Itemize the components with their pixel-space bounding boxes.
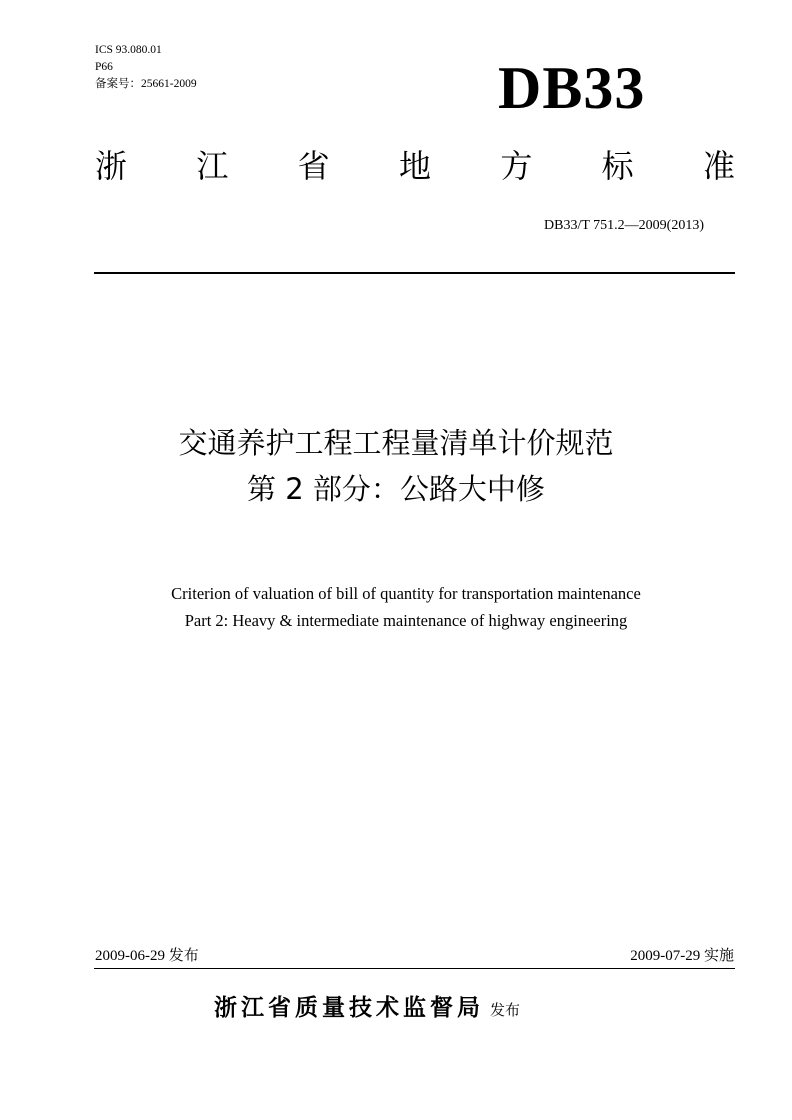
ics-code: ICS 93.080.01	[95, 44, 162, 56]
issuer-action: 发布	[490, 1001, 521, 1019]
chinese-title-line-1: 交通养护工程工程量清单计价规范	[178, 426, 614, 460]
standard-number: DB33/T 751.2—2009(2013)	[544, 218, 704, 233]
db33-logo: DB33	[498, 55, 646, 121]
issuing-authority	[214, 990, 520, 1028]
issuer-org: 浙江省质量技术监督局	[214, 995, 484, 1021]
title-char: 准	[702, 147, 735, 185]
english-title-line-1: Criterion of valuation of bill of quantity for transportation maintenance	[171, 584, 641, 603]
effective-date: 2009-07-29 实施	[630, 948, 734, 964]
title-char: 浙	[95, 147, 128, 185]
english-title-line-2: Part 2: Heavy & intermediate maintenance of highway engineering	[184, 611, 628, 630]
issue-date: 2009-06-29 发布	[95, 948, 199, 964]
category-code: P66	[95, 61, 113, 73]
bottom-divider	[94, 968, 735, 969]
chinese-title-line-2: 第 2 部分：公路大中修	[247, 472, 545, 506]
title-char: 方	[500, 147, 533, 185]
title-char: 地	[398, 147, 431, 185]
metadata-block	[95, 42, 197, 93]
title-char: 江	[196, 147, 229, 185]
filing-number: 备案号：25661-2009	[95, 78, 197, 90]
top-divider	[94, 272, 735, 274]
province-standard-title	[95, 143, 735, 189]
title-char: 省	[297, 147, 330, 185]
title-char: 标	[601, 147, 634, 185]
